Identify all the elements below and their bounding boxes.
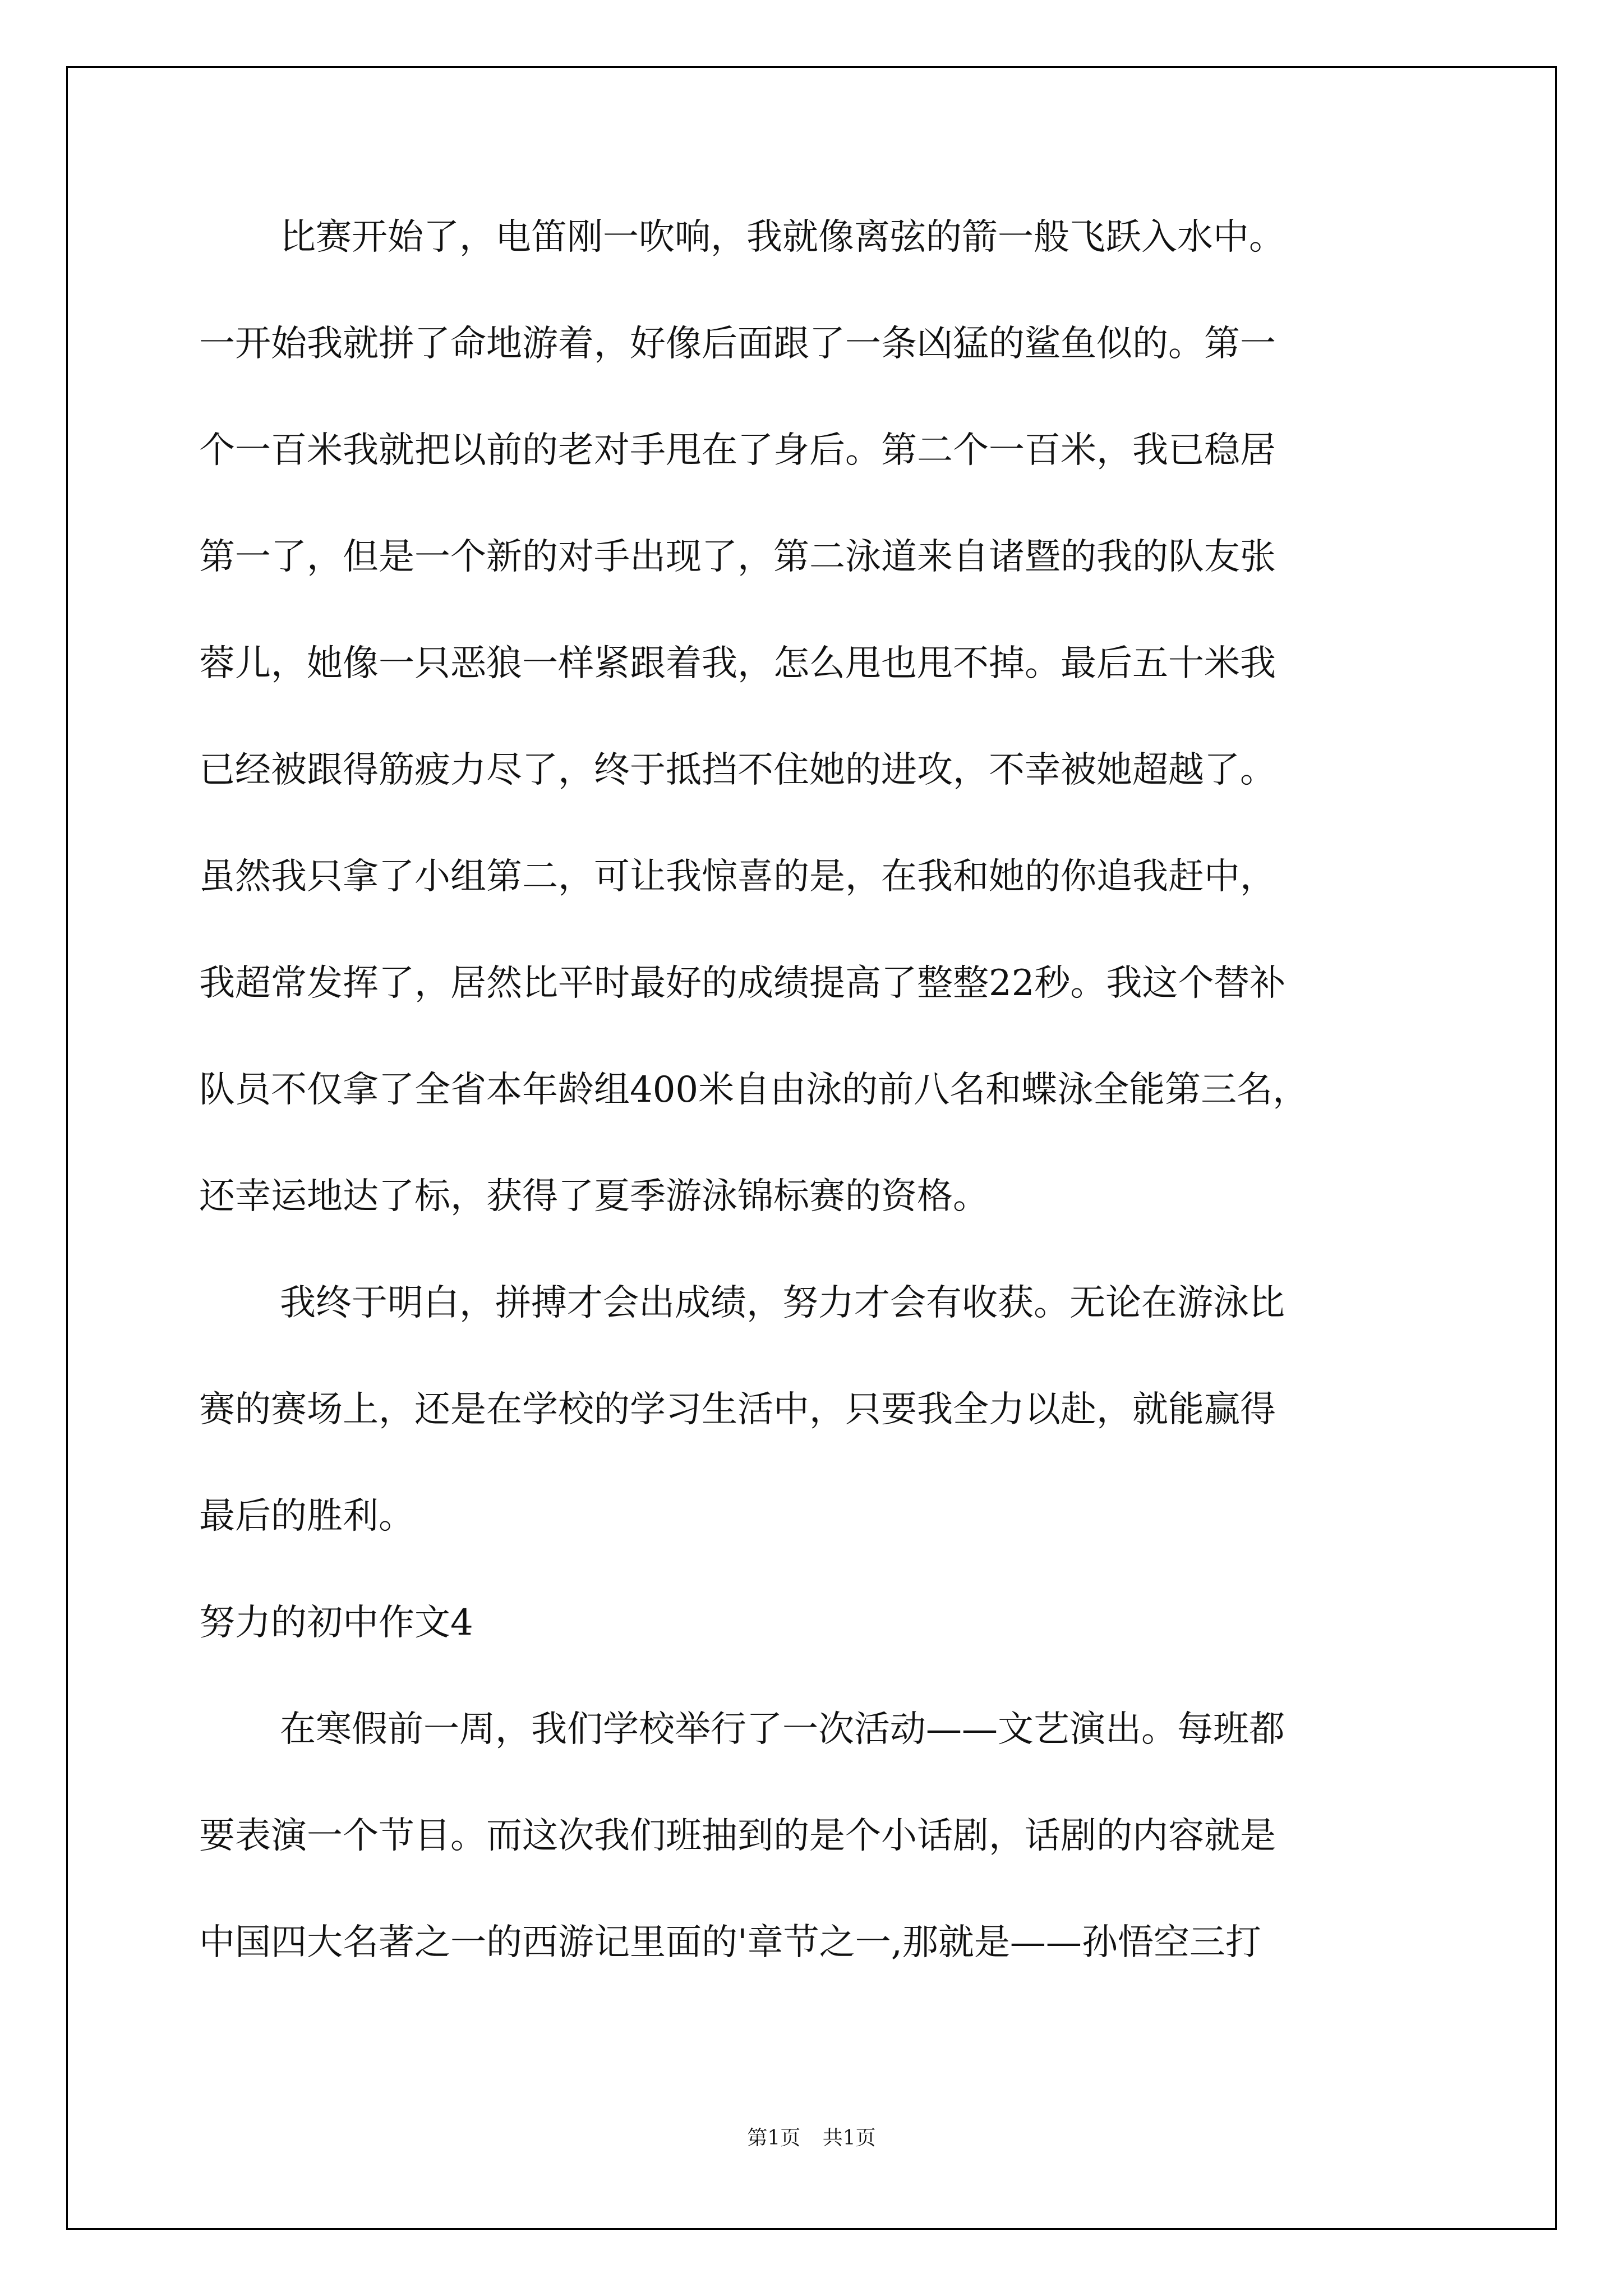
paragraph-line: 队员不仅拿了全省本年龄组400米自由泳的前八名和蝶泳全能第三名， (199, 1069, 1309, 1111)
paragraph-line: 我超常发挥了，居然比平时最好的成绩提高了整整22秒。我这个替补 (199, 963, 1286, 1004)
paragraph-line: 蓉儿，她像一只恶狼一样紧跟着我，怎么甩也甩不掉。最后五十米我 (199, 643, 1276, 684)
paragraph-line: 还幸运地达了标，获得了夏季游泳锦标赛的资格。 (199, 1176, 989, 1217)
paragraph-line: 中国四大名著之一的西游记里面的'章节之一,那就是——孙悟空三打 (199, 1922, 1261, 1963)
paragraph-line: 虽然我只拿了小组第二，可让我惊喜的是，在我和她的你追我赶中， (199, 856, 1276, 898)
page-number: 第1页 (747, 2127, 801, 2150)
paragraph-line: 要表演一个节目。而这次我们班抽到的是个小话剧，话剧的内容就是 (199, 1815, 1276, 1857)
paragraph-line: 个一百米我就把以前的老对手甩在了身后。第二个一百米，我已稳居 (199, 430, 1276, 471)
page-total: 共1页 (822, 2127, 876, 2150)
paragraph-line: 最后的胜利。 (199, 1496, 414, 1537)
paragraph-line: 第一了，但是一个新的对手出现了，第二泳道来自诸暨的我的队友张 (199, 536, 1276, 578)
section-heading: 努力的初中作文4 (199, 1602, 473, 1644)
paragraph-line: 一开始我就拼了命地游着，好像后面跟了一条凶猛的鲨鱼似的。第一 (199, 323, 1276, 365)
page-border (66, 66, 1557, 2230)
paragraph-line: 赛的赛场上，还是在学校的学习生活中，只要我全力以赴，就能赢得 (199, 1389, 1276, 1430)
paragraph-line: 我终于明白，拼搏才会出成绩，努力才会有收获。无论在游泳比 (280, 1282, 1285, 1324)
paragraph-line: 已经被跟得筋疲力尽了，终于抵挡不住她的进攻，不幸被她超越了。 (199, 749, 1276, 791)
paragraph-line: 在寒假前一周，我们学校举行了一次活动——文艺演出。每班都 (280, 1709, 1285, 1750)
page-footer (0, 2126, 1623, 2151)
paragraph-line: 比赛开始了，电笛刚一吹响，我就像离弦的箭一般飞跃入水中。 (280, 217, 1285, 258)
